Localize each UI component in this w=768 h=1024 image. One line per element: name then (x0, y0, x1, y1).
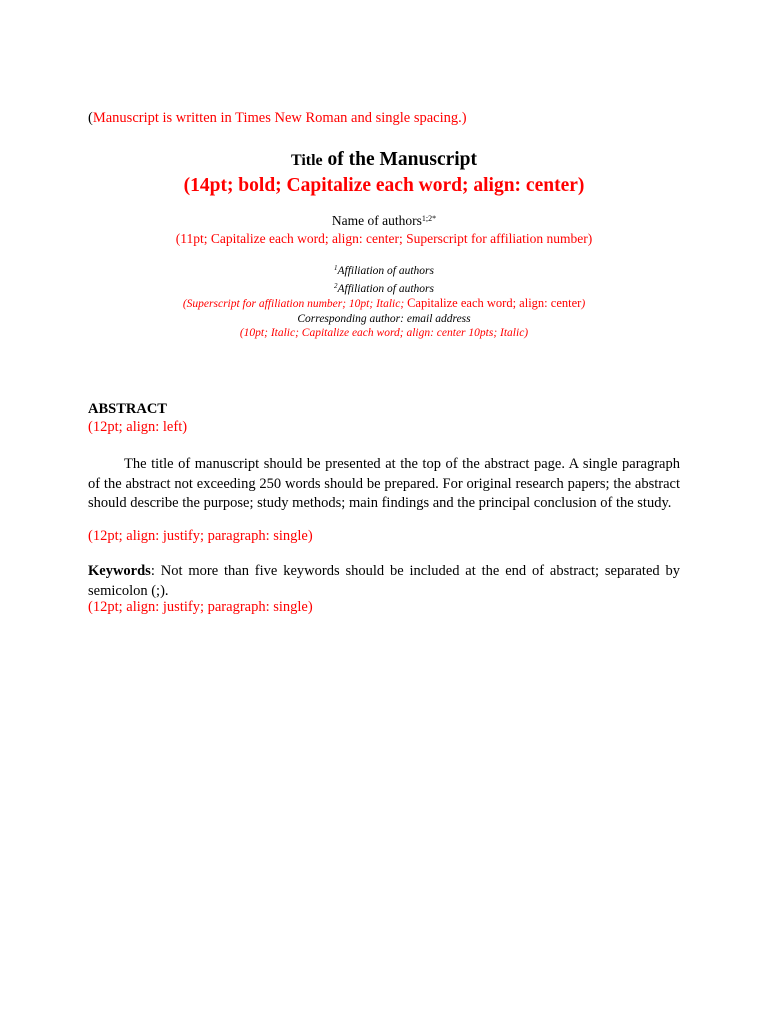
authors-format-note: (11pt; Capitalize each word; align: center; Superscript for affiliation number) (175, 231, 593, 246)
intro-text: Manuscript is written in Times New Roman and single spacing.) (92, 110, 467, 126)
affiliation-format-note (0, 296, 768, 312)
affiliation-1-number: 1 (334, 264, 338, 272)
author-names (0, 210, 768, 230)
affiliations-block (0, 261, 768, 341)
keywords-label: Keywords (88, 563, 151, 579)
intro-open-paren: ( (88, 110, 93, 126)
title-prefix: Title (290, 152, 323, 169)
affiliation-note-part1: (Superscript for affiliation number; 10pt; Italic; (182, 298, 408, 310)
keywords-paragraph (88, 562, 680, 601)
abstract-heading: ABSTRACT (88, 401, 167, 417)
affiliation-note-part2: Capitalize each word (407, 296, 513, 310)
abstract-body-format-note: (12pt; align: justify; paragraph: single) (88, 528, 313, 544)
corresponding-format-note: (10pt; Italic; Capitalize each word; align: center 10pts; Italic) (239, 327, 529, 339)
affiliation-note-part4: ) (581, 298, 586, 310)
affiliation-note-part3: ; align: center (512, 296, 582, 310)
manuscript-title (0, 148, 768, 173)
abstract-body: The title of manuscript should be presented at the top of the abstract page. A single paragraph of the abstract not exceeding 250 words should be prepared. For original research papers; the abstract should describe the purpose; study methods; main findings and the principal conclusion of the study. (88, 456, 680, 511)
affiliation-1 (0, 261, 768, 279)
author-affiliation-superscript: 1;2* (421, 214, 437, 223)
keywords-text: : Not more than five keywords should be included at the end of abstract; separated by semicolon (;). (88, 563, 680, 599)
authors-block (0, 210, 768, 248)
corresponding-author: Corresponding author: email address (297, 312, 471, 325)
intro-format-note (88, 110, 467, 127)
affiliation-2-number: 2 (334, 281, 338, 290)
title-rest: of the Manuscript (322, 149, 478, 170)
keywords-format-note: (12pt; align: justify; paragraph: single) (88, 599, 313, 615)
abstract-heading-format-note: (12pt; align: left) (88, 419, 188, 435)
author-names-text: Name of authors (331, 213, 422, 228)
title-format-note: (14pt; bold; Capitalize each word; align: center) (183, 175, 585, 196)
affiliation-2 (0, 279, 768, 297)
affiliation-1-text: Affiliation of authors (337, 265, 434, 277)
affiliation-2-text: Affiliation of authors (337, 282, 434, 295)
title-block (0, 148, 768, 199)
